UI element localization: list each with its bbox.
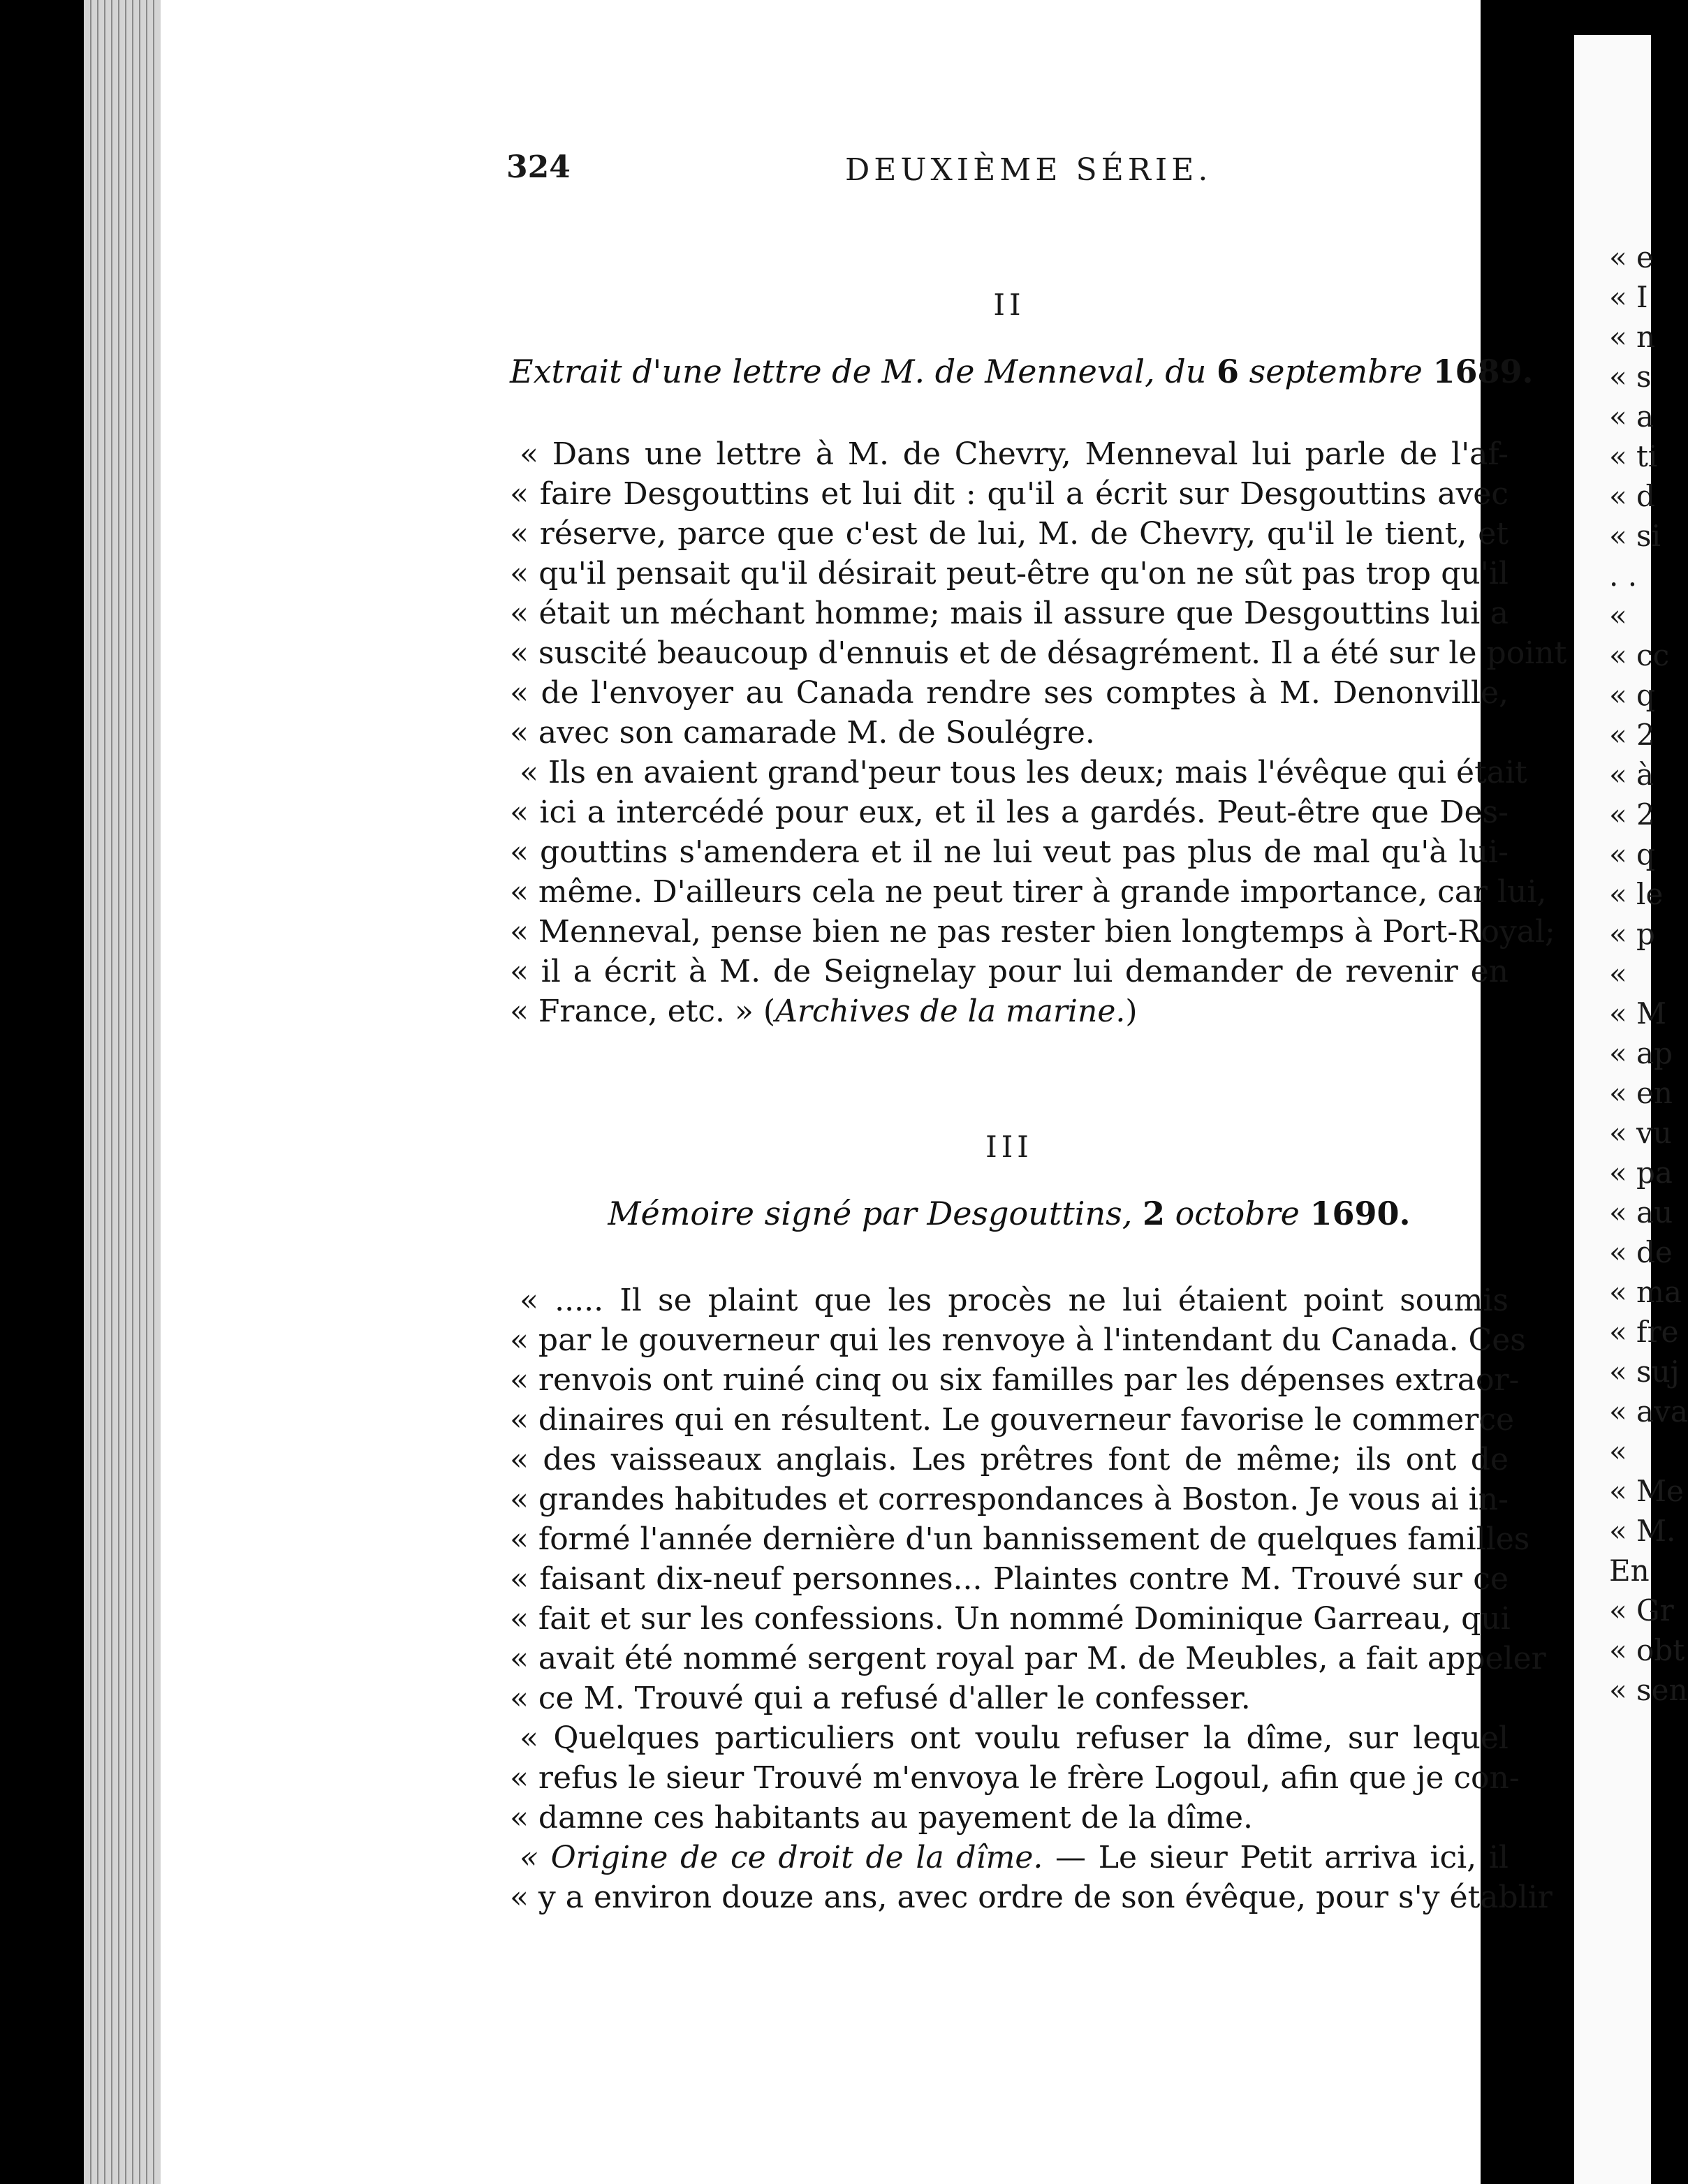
text-line: « il a écrit à M. de Seignelay pour lui demander de revenir en [510, 954, 1509, 989]
text-line: « Ils en avaient grand'peur tous les deux; mais l'évêque qui était [520, 755, 1527, 790]
right-page-line: « ava [1609, 1394, 1688, 1429]
text-line: « par le gouverneur qui les renvoye à l'intendant du Canada. Ces [510, 1322, 1526, 1358]
text-line: « Quelques particuliers ont voulu refuser la dîme, sur lequel [520, 1720, 1509, 1756]
right-page-line: « 2 [1609, 718, 1655, 752]
text-line: « même. D'ailleurs cela ne peut tirer à grande importance, car lui, [510, 874, 1547, 910]
text-line: « de l'envoyer au Canada rendre ses comptes à M. Denonville, [510, 675, 1509, 711]
right-page-line: « de [1609, 1235, 1673, 1269]
text-line: « avait été nommé sergent royal par M. de Meubles, a fait appeler [510, 1641, 1546, 1676]
right-page-line: « pa [1609, 1156, 1673, 1190]
right-page-line: « I [1609, 280, 1648, 314]
text-line: « réserve, parce que c'est de lui, M. de Chevry, qu'il le tient, et [510, 516, 1509, 552]
right-page-line: « fre [1609, 1315, 1679, 1349]
text-line: « faisant dix-neuf personnes... Plaintes contre M. Trouvé sur ce [510, 1561, 1509, 1597]
text-line: « damne ces habitants au payement de la dîme. [510, 1800, 1254, 1836]
section-numeral: II [993, 288, 1025, 322]
right-page-line: « s [1609, 360, 1652, 394]
text-line: « ..... Il se plaint que les procès ne lui étaient point soumis [520, 1283, 1509, 1318]
right-page-line: « Gr [1609, 1593, 1674, 1628]
section-iii [510, 1130, 1553, 1915]
text-line: « y a environ douze ans, avec ordre de son évêque, pour s'y établir [510, 1880, 1553, 1915]
text-line: « renvois ont ruiné cinq ou six familles par les dépenses extraor- [510, 1362, 1520, 1398]
text-line: « fait et sur les confessions. Un nommé Dominique Garreau, qui [510, 1601, 1511, 1637]
right-page-line: « au [1609, 1195, 1673, 1230]
text-line: « refus le sieur Trouvé m'envoya le frère Logoul, afin que je con- [510, 1760, 1520, 1796]
text-line: « France, etc. » (Archives de la marine.) [510, 994, 1138, 1029]
right-page-line: « a [1609, 399, 1654, 434]
right-page-line: « si [1609, 519, 1661, 553]
text-line: « avec son camarade M. de Soulégre. [510, 715, 1095, 751]
text-line: « formé l'année dernière d'un bannissement de quelques familles [510, 1521, 1530, 1557]
text-line: « Menneval, pense bien ne pas rester bien longtemps à Port-Royal; [510, 914, 1555, 950]
right-page-line: « M [1609, 996, 1667, 1031]
right-page-line: « obt [1609, 1633, 1685, 1667]
right-page-line: . . [1609, 559, 1638, 593]
right-page-line: « [1609, 1434, 1627, 1468]
right-page-line: « en [1609, 1076, 1673, 1110]
text-line: « qu'il pensait qu'il désirait peut-être qu'on ne sût pas trop qu'il [510, 556, 1509, 591]
text-line: « suscité beaucoup d'ennuis et de désagrément. Il a été sur le point [510, 635, 1567, 671]
right-page-line: « M. [1609, 1514, 1676, 1548]
right-page-line: « d [1609, 479, 1655, 513]
right-page-line: « e [1609, 240, 1654, 274]
text-line: « grandes habitudes et correspondances à Boston. Je vous ai in- [510, 1482, 1509, 1517]
text-line: « Dans une lettre à M. de Chevry, Menneval lui parle de l'af- [520, 436, 1509, 472]
right-page-line: « suj [1609, 1355, 1680, 1389]
text-line: « faire Desgouttins et lui dit : qu'il a écrit sur Desgouttins avec [510, 476, 1509, 512]
section-heading: Mémoire signé par Desgouttins, 2 octobre 1690. [608, 1195, 1411, 1232]
page-number: 324 [506, 149, 571, 185]
running-head [0, 149, 1651, 191]
right-page-line: « cc [1609, 638, 1670, 672]
right-page-line: « p [1609, 917, 1655, 951]
right-page-fragment [1574, 35, 1688, 2184]
section-body [510, 434, 1567, 1031]
right-page-line: « [1609, 957, 1627, 991]
text-line: « ici a intercédé pour eux, et il les a gardés. Peut-être que Des- [510, 795, 1509, 830]
right-page-line: « [1609, 598, 1627, 633]
right-page-line: « sen [1609, 1673, 1688, 1707]
right-page-line: « 2 [1609, 797, 1655, 832]
right-page-line: « le [1609, 877, 1664, 911]
text-line: « dinaires qui en résultent. Le gouverneur favorise le commerce [510, 1402, 1515, 1438]
text-line: « gouttins s'amendera et il ne lui veut pas plus de mal qu'à lui- [510, 834, 1509, 870]
right-page-line: « Me [1609, 1474, 1684, 1508]
text-line: « des vaisseaux anglais. Les prêtres font de même; ils ont de [510, 1442, 1509, 1477]
right-page-line: « ma [1609, 1275, 1682, 1309]
right-page-line: « ap [1609, 1036, 1673, 1070]
text-line: « était un méchant homme; mais il assure que Desgouttins lui a [510, 596, 1509, 631]
section-body [510, 1281, 1553, 1917]
text-line: « ce M. Trouvé qui a refusé d'aller le confesser. [510, 1681, 1251, 1716]
section-numeral: III [985, 1130, 1033, 1164]
right-page-line: En [1609, 1554, 1650, 1588]
right-page-line: « vu [1609, 1116, 1672, 1150]
text-line: « Origine de ce droit de la dîme. — Le sieur Petit arriva ici, il [520, 1840, 1509, 1875]
right-page-line: « q [1609, 837, 1655, 871]
right-page-line: « ti [1609, 439, 1658, 473]
section-heading: Extrait d'une lettre de M. de Menneval, du 6 septembre 1689. [510, 353, 1534, 390]
right-page-line: « n [1609, 320, 1656, 354]
running-title: DEUXIÈME SÉRIE. [845, 152, 1212, 188]
right-page-line: « q [1609, 678, 1655, 712]
right-page-line: « à [1609, 758, 1654, 792]
section-ii [510, 288, 1567, 1029]
